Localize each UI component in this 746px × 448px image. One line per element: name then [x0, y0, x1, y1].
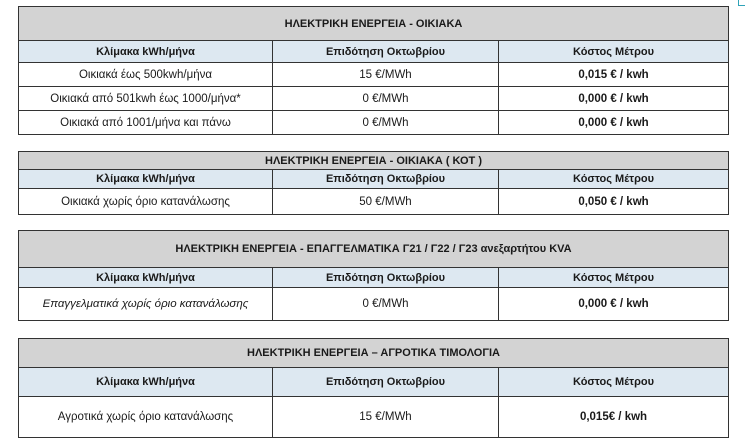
cost-cell: 0,050 € / kwh: [499, 189, 729, 215]
column-header-subsidy: Επιδότηση Οκτωβρίου: [273, 170, 499, 189]
residential-kot-table: [18, 151, 729, 215]
subsidy-cell: 0 €/MWh: [273, 87, 499, 111]
table-title: ΗΛΕΚΤΡΙΚΗ ΕΝΕΡΓΕΙΑ - ΕΠΑΓΓΕΛΜΑΤΙΚΑ Γ21 / Γ22 / Γ23 ανεξαρτήτου KVA: [19, 231, 729, 268]
cost-cell: 0,000 € / kwh: [499, 111, 729, 135]
subsidy-cell: 15 €/MWh: [273, 397, 499, 438]
subsidy-cell: 0 €/MWh: [273, 288, 499, 321]
scale-cell: Επαγγελματικά χωρίς όριο κατανάλωσης: [19, 288, 273, 321]
commercial-table: [18, 230, 729, 321]
cost-cell: 0,000 € / kwh: [499, 87, 729, 111]
scale-cell: Οικιακά από 1001/μήνα και πάνω: [19, 111, 273, 135]
column-header-cost: Κόστος Μέτρου: [499, 170, 729, 189]
table-row: [19, 87, 729, 111]
table-title: ΗΛΕΚΤΡΙΚΗ ΕΝΕΡΓΕΙΑ – ΑΓΡΟΤΙΚΑ ΤΙΜΟΛΟΓΙΑ: [19, 339, 729, 368]
table-row: [19, 111, 729, 135]
scale-cell: Οικιακά από 501kwh έως 1000/μήνα*: [19, 87, 273, 111]
table-row: [19, 189, 729, 215]
cost-cell: 0,015€ / kwh: [499, 397, 729, 438]
subsidy-cell: 15 €/MWh: [273, 63, 499, 87]
column-header-subsidy: Επιδότηση Οκτωβρίου: [273, 41, 499, 63]
column-header-scale: Κλίμακα kWh/μήνα: [19, 41, 273, 63]
table-title: ΗΛΕΚΤΡΙΚΗ ΕΝΕΡΓΕΙΑ - ΟΙΚΙΑΚΑ: [19, 7, 729, 41]
column-header-cost: Κόστος Μέτρου: [499, 268, 729, 288]
column-header-scale: Κλίμακα kWh/μήνα: [19, 170, 273, 189]
corner-decoration: [738, 0, 745, 6]
column-header-scale: Κλίμακα kWh/μήνα: [19, 368, 273, 397]
table-row: [19, 63, 729, 87]
table-row: [19, 288, 729, 321]
column-header-subsidy: Επιδότηση Οκτωβρίου: [273, 268, 499, 288]
column-header-cost: Κόστος Μέτρου: [499, 368, 729, 397]
subsidy-cell: 50 €/MWh: [273, 189, 499, 215]
agricultural-table: [18, 338, 729, 438]
scale-cell: Οικιακά χωρίς όριο κατανάλωσης: [19, 189, 273, 215]
scale-cell: Οικιακά έως 500kwh/μήνα: [19, 63, 273, 87]
column-header-cost: Κόστος Μέτρου: [499, 41, 729, 63]
column-header-scale: Κλίμακα kWh/μήνα: [19, 268, 273, 288]
table-row: [19, 397, 729, 438]
subsidy-cell: 0 €/MWh: [273, 111, 499, 135]
residential-table: [18, 6, 729, 135]
cost-cell: 0,015 € / kwh: [499, 63, 729, 87]
cost-cell: 0,000 € / kwh: [499, 288, 729, 321]
table-title: ΗΛΕΚΤΡΙΚΗ ΕΝΕΡΓΕΙΑ - ΟΙΚΙΑΚΑ ( ΚΟΤ ): [19, 152, 729, 170]
column-header-subsidy: Επιδότηση Οκτωβρίου: [273, 368, 499, 397]
scale-cell: Αγροτικά χωρίς όριο κατανάλωσης: [19, 397, 273, 438]
